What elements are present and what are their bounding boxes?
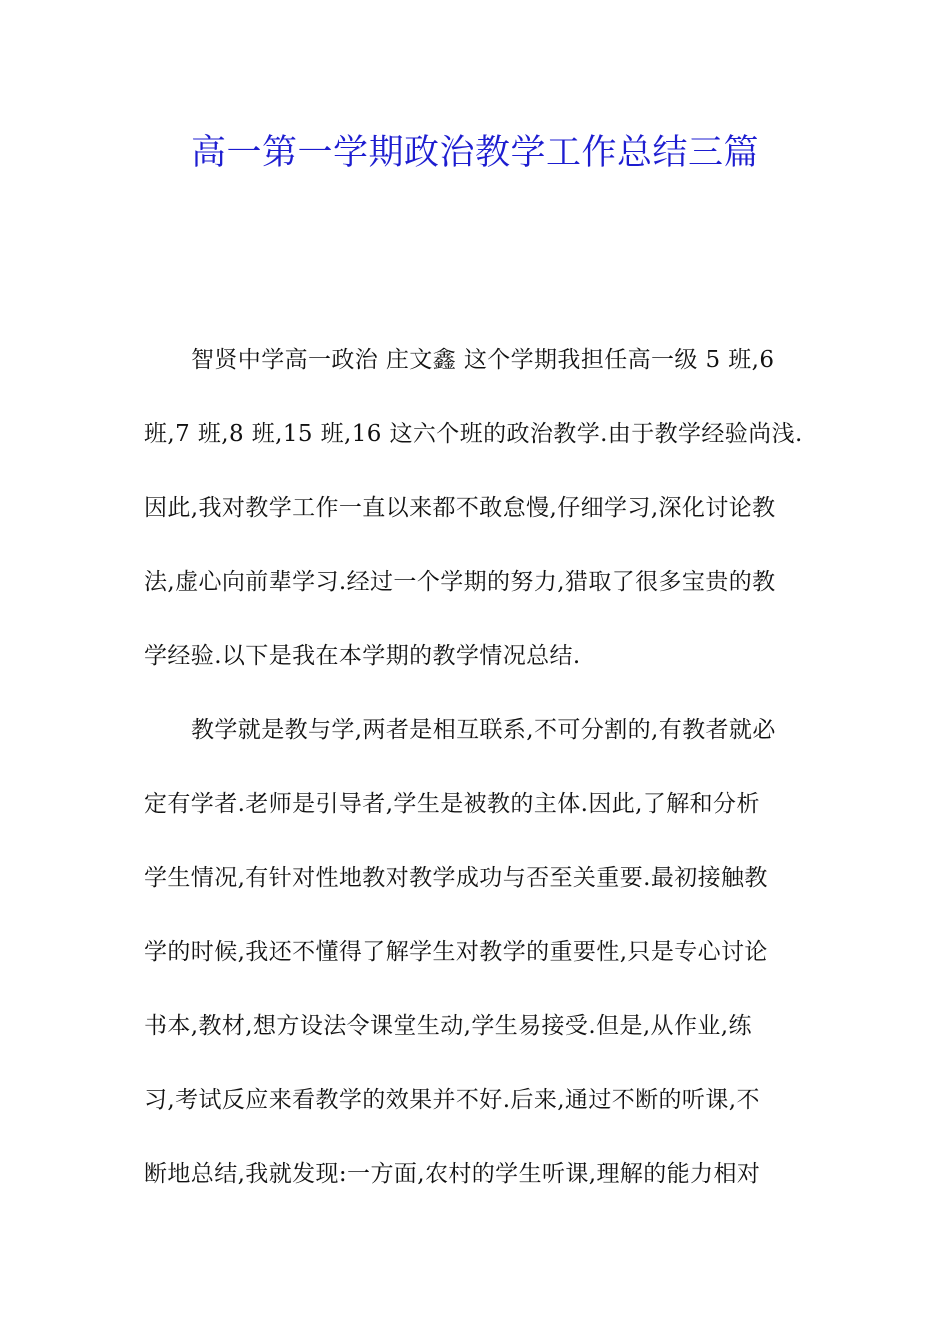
document-body [144,337,814,1225]
paragraph-line: 教学就是教与学,两者是相互联系,不可分割的,有教者就必 [191,717,776,743]
paragraph-line: 班,7 班,8 班,15 班,16 这六个班的政治教学.由于教学经验尚浅. [144,421,803,447]
paragraph-line: 定有学者.老师是引导者,学生是被教的主体.因此,了解和分析 [144,791,760,817]
paragraph-line: 智贤中学高一政治 庄文鑫 这个学期我担任高一级 5 班,6 [191,347,775,373]
paragraph-line: 学的时候,我还不懂得了解学生对教学的重要性,只是专心讨论 [144,939,768,965]
paragraph-line: 学经验.以下是我在本学期的教学情况总结. [144,643,581,669]
paragraph-line: 断地总结,我就发现:一方面,农村的学生听课,理解的能力相对 [144,1161,761,1187]
document-title: 高一第一学期政治教学工作总结三篇 [190,133,759,173]
paragraph-line: 因此,我对教学工作一直以来都不敢怠慢,仔细学习,深化讨论教 [144,495,776,521]
paragraph-line: 法,虚心向前辈学习.经过一个学期的努力,猎取了很多宝贵的教 [144,569,776,595]
paragraph-line: 学生情况,有针对性地教对教学成功与否至关重要.最初接触教 [144,865,768,891]
paragraph-line: 书本,教材,想方设法令课堂生动,学生易接受.但是,从作业,练 [144,1013,752,1039]
paragraph-line: 习,考试反应来看教学的效果并不好.后来,通过不断的听课,不 [144,1087,760,1113]
